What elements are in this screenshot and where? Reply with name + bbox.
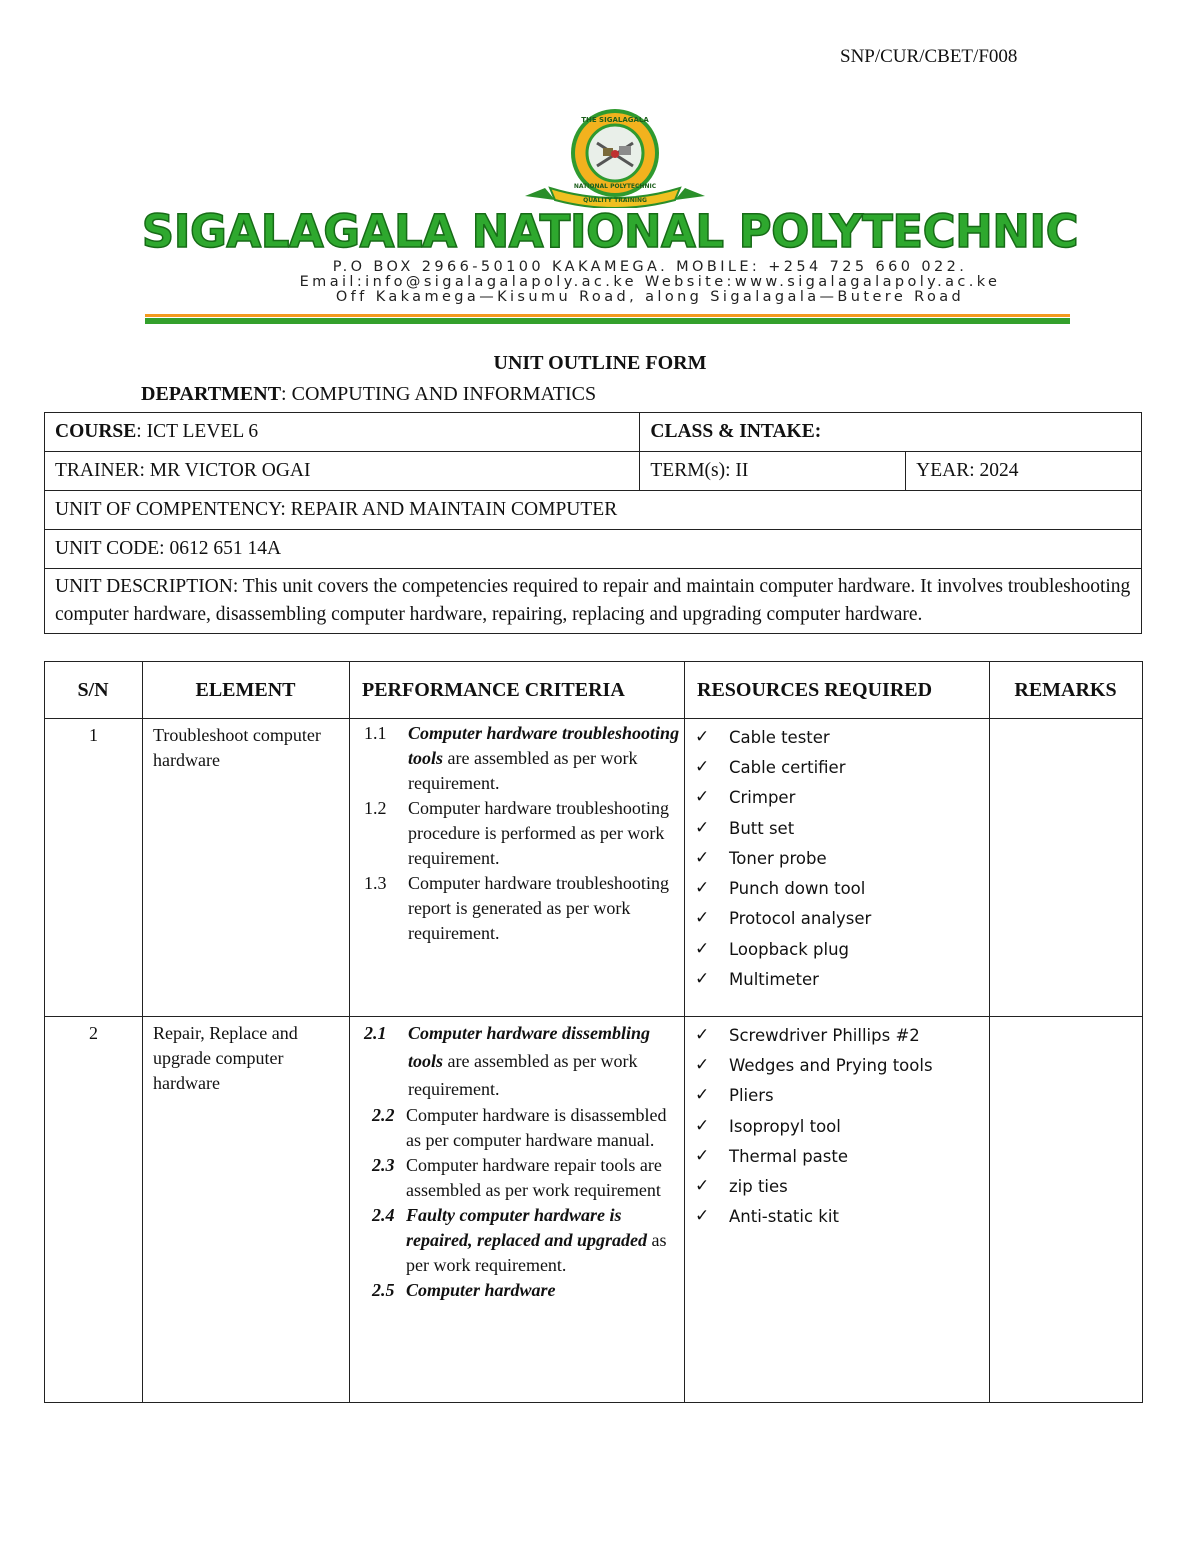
row-2-criteria	[350, 1017, 685, 1403]
criterion-1-3	[364, 871, 680, 946]
resource-item: ✓ Anti-static kit	[695, 1202, 989, 1232]
criterion-number: 1.2	[364, 798, 387, 818]
checkmark-icon: ✓	[695, 787, 710, 808]
course-cell	[45, 413, 640, 452]
resource-item: ✓ Isopropyl tool	[695, 1111, 989, 1141]
department-value: : COMPUTING AND INFORMATICS	[281, 383, 597, 405]
header-performance-criteria: PERFORMANCE CRITERIA	[350, 662, 685, 719]
row-1-criteria	[350, 719, 685, 1017]
criterion-text: Computer hardware troubleshooting report is generated as per work requirement.	[408, 873, 669, 943]
resource-item: ✓ Cable certifier	[695, 752, 989, 782]
header-rule-orange	[145, 314, 1070, 317]
row-1-element: Troubleshoot computer hardware	[143, 719, 350, 1017]
criterion-text: as per work requirement.	[406, 1230, 667, 1275]
criterion-2-5	[364, 1278, 680, 1303]
checkmark-icon: ✓	[695, 726, 710, 747]
location-line: Off Kakamega—Kisumu Road, along Sigalagala—Butere Road	[335, 289, 965, 305]
checkmark-icon: ✓	[695, 1085, 710, 1106]
criterion-number: 1.3	[364, 873, 387, 893]
row-1-resources	[685, 719, 990, 1017]
checkmark-icon: ✓	[695, 756, 710, 777]
criterion-text: are assembled as per work requirement.	[408, 748, 638, 793]
course-value: : ICT LEVEL 6	[136, 421, 259, 442]
row-1-sn: 1	[45, 719, 143, 1017]
checkmark-icon: ✓	[695, 1206, 710, 1227]
form-title: UNIT OUTLINE FORM	[493, 352, 707, 374]
checkmark-icon: ✓	[695, 969, 710, 990]
header-remarks: REMARKS	[990, 662, 1143, 719]
checkmark-icon: ✓	[695, 1115, 710, 1136]
criterion-number: 2.3	[372, 1155, 395, 1175]
resource-item: ✓ Screwdriver Phillips #2	[695, 1020, 989, 1050]
criterion-text: are assembled as per work requirement.	[408, 1051, 638, 1099]
criterion-number: 2.5	[372, 1280, 395, 1300]
document-reference: SNP/CUR/CBET/F008	[840, 46, 1018, 67]
criterion-2-1	[364, 1019, 680, 1103]
checkmark-icon: ✓	[695, 938, 710, 959]
criterion-1-1	[364, 721, 680, 796]
department-label: DEPARTMENT	[141, 383, 282, 405]
resource-item: ✓ Wedges and Prying tools	[695, 1050, 989, 1080]
criterion-2-2	[364, 1103, 680, 1153]
criterion-bold-text: Computer hardware dissembling tools	[408, 1023, 651, 1071]
unit-competency-cell: UNIT OF COMPENTENCY: REPAIR AND MAINTAIN COMPUTER	[45, 491, 1142, 530]
trainer-cell: TRAINER: MR VICTOR OGAI	[45, 452, 640, 491]
checkmark-icon: ✓	[695, 878, 710, 899]
checkmark-icon: ✓	[695, 1024, 710, 1045]
header-sn: S/N	[45, 662, 143, 719]
criterion-text: Computer hardware repair tools are assembled as per work requirement	[406, 1155, 662, 1200]
checkmark-icon: ✓	[695, 817, 710, 838]
resource-item: ✓ Toner probe	[695, 843, 989, 873]
polytechnic-logo	[515, 108, 715, 208]
criterion-number: 2.4	[372, 1205, 395, 1225]
resource-item: ✓ Cable tester	[695, 722, 989, 752]
resource-item: ✓ zip ties	[695, 1171, 989, 1201]
criterion-2-4	[364, 1203, 680, 1278]
svg-text:NATIONAL POLYTECHNIC: NATIONAL POLYTECHNIC	[573, 183, 657, 190]
criterion-number: 2.1	[364, 1023, 387, 1043]
institution-name: SIGALAGALA NATIONAL POLYTECHNIC	[141, 205, 1079, 258]
resource-item: ✓ Thermal paste	[695, 1141, 989, 1171]
address-line: P.O BOX 2966-50100 KAKAMEGA. MOBILE: +254 725 660 022.	[332, 259, 968, 275]
checkmark-icon: ✓	[695, 1145, 710, 1166]
unit-code-cell: UNIT CODE: 0612 651 14A	[45, 530, 1142, 569]
resource-item: ✓ Punch down tool	[695, 873, 989, 903]
course-info-table	[44, 412, 1142, 634]
resource-item: ✓ Protocol analyser	[695, 904, 989, 934]
resource-item: ✓ Butt set	[695, 813, 989, 843]
row-2-element: Repair, Replace and upgrade computer hardware	[143, 1017, 350, 1403]
criterion-2-3	[364, 1153, 680, 1203]
row-2-sn: 2	[45, 1017, 143, 1403]
criterion-number: 1.1	[364, 723, 387, 743]
contact-line: Email:info@sigalagalapoly.ac.ke Website:www.sigalagalapoly.ac.ke	[299, 274, 1001, 290]
criterion-text: Computer hardware troubleshooting procedure is performed as per work requirement.	[408, 798, 669, 868]
svg-text:THE SIGALAGALA: THE SIGALAGALA	[581, 116, 649, 124]
checkmark-icon: ✓	[695, 1176, 710, 1197]
course-label: COURSE	[55, 421, 137, 442]
checkmark-icon: ✓	[695, 847, 710, 868]
unit-description-cell: UNIT DESCRIPTION: This unit covers the competencies required to repair and maintain computer hardware. It involves troubleshooting computer hardware, disassembling computer hardware, repairing, replacing and upgrading computer hardware.	[45, 569, 1142, 634]
year-cell: YEAR: 2024	[906, 452, 1142, 491]
resource-item: ✓ Multimeter	[695, 964, 989, 994]
header-resources: RESOURCES REQUIRED	[685, 662, 990, 719]
criterion-bold-text: Faulty computer hardware is repaired, replaced and upgraded	[406, 1205, 647, 1250]
criterion-text: Computer hardware is disassembled as per computer hardware manual.	[406, 1105, 667, 1150]
criterion-bold-text: Computer hardware	[406, 1280, 556, 1300]
row-1-remarks	[990, 719, 1143, 1017]
row-2-resources	[685, 1017, 990, 1403]
term-cell: TERM(s): II	[640, 452, 906, 491]
class-intake-cell	[640, 413, 1142, 452]
header-element: ELEMENT	[143, 662, 350, 719]
header-rule-green	[145, 318, 1070, 324]
criterion-1-2	[364, 796, 680, 871]
row-2-remarks	[990, 1017, 1143, 1403]
checkmark-icon: ✓	[695, 1054, 710, 1075]
unit-outline-table	[44, 661, 1143, 1403]
resource-item: ✓ Crimper	[695, 783, 989, 813]
resource-item: ✓ Loopback plug	[695, 934, 989, 964]
checkmark-icon: ✓	[695, 908, 710, 929]
department-line	[141, 383, 596, 406]
criterion-bold-text: Computer hardware troubleshooting tools	[408, 723, 680, 768]
criterion-number: 2.2	[372, 1105, 395, 1125]
resource-item: ✓ Pliers	[695, 1081, 989, 1111]
svg-text:QUALITY TRAINING: QUALITY TRAINING	[583, 197, 647, 204]
class-intake-label: CLASS & INTAKE:	[650, 421, 822, 442]
